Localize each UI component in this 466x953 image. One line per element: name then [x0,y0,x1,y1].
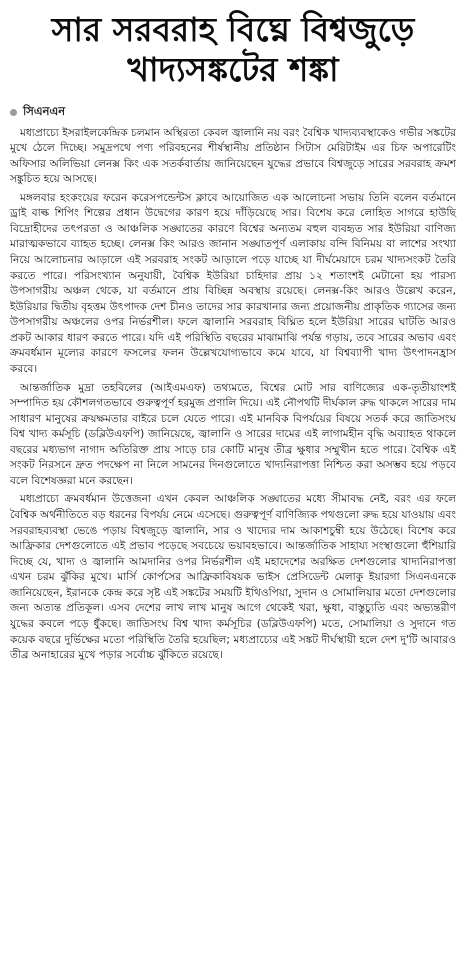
headline-line-2: খাদ্যসঙ্কটের শঙ্কা [127,50,339,90]
article-body [10,126,456,664]
paragraph-3: আন্তর্জাতিক মুদ্রা তহবিলের (আইএমএফ) তথ্যমতে, বিশ্বের মোট সার বাণিজ্যের এক-তৃতীয়াংশই সম্পাদিত হয় কৌশলগতভাবে গুরুত্বপূর্ণ হরমুজ প্রণালি দিয়ে। এই নৌপথটি দীর্ঘকাল রুদ্ধ থাকলে সারের দাম সাধারণ মানুষের ক্রয়ক্ষমতার বাইরে চলে যেতে পারে। এই মানবিক বিপর্যয়ের বিষয়ে সতর্ক করে জাতিসংঘ বিশ্ব খাদ্য কর্মসূচি (ডব্লিউএফপি) জানিয়েছে, জ্বালানি ও সারের দামের এই লাগামহীন বৃদ্ধি অব্যাহত থাকলে বছরের মধ্যভাগ নাগাদ অতিরিক্ত প্রায় সাড়ে চার কোটি মানুষ তীব্র ক্ষুধার সম্মুখীন হতে পারে। বৈশ্বিক এই সংকট নিরসনে দ্রুত পদক্ষেপ না নিলে সামনের দিনগুলোতে খাদ্যনিরাপত্তা নিশ্চিত করা অসম্ভব হয়ে পড়বে বলে বিশেষজ্ঞরা মনে করছেন। [10,381,456,487]
headline-line-1: সার সরবরাহ বিঘ্নে বিশ্বজুড়ে [51,10,415,49]
byline-source: সিএনএন [23,103,66,118]
byline [10,103,456,122]
paragraph-1: মধ্যপ্রাচ্যে ইসরাইলকেন্দ্রিক চলমান অস্থিরতা কেবল জ্বালানি নয় বরং বৈশ্বিক খাদ্যব্যবস্থাকেও গভীর সঙ্কটের মুখে ঠেলে দিচ্ছে। সমুদ্রপথে পণ্য পরিবহনের শীর্ষস্থানীয় প্রতিষ্ঠান সিটাস মেরিটাইম এর চিফ অপারেটিং অফিসার অলিভিয়া লেনক্স কিং এক সতর্কবার্তায় জানিয়েছেন যুদ্ধের প্রভাবে বিশ্বজুড়ে সারের সরবরাহ ক্রমশ সঙ্কুচিত হয়ে আসছে। [10,126,456,186]
headline [10,10,456,91]
bullet-dot-icon [10,109,17,116]
paragraph-4: মধ্যপ্রাচ্যে ক্রমবর্ধমান উত্তেজনা এখন কেবল আঞ্চলিক সঙ্ঘাতের মধ্যে সীমাবদ্ধ নেই, বরং এর ফলে বৈশ্বিক অর্থনীতিতে বড় ধরনের বিপর্যয় নেমে এসেছে। গুরুত্বপূর্ণ বাণিজ্যিক পথগুলো রুদ্ধ হয়ে যাওয়ায় এবং সরবরাহব্যবস্থা ভেঙে পড়ায় বিশ্বজুড়ে জ্বালানি, সার ও খাদ্যের দাম আকাশচুম্বী হয়ে উঠেছে। বিশেষ করে আফ্রিকার দেশগুলোতে এই প্রভাব পড়েছে সবচেয়ে ভয়াবহভাবে। আন্তর্জাতিক সাহায্য সংস্থাগুলো হুঁশিয়ারি দিচ্ছে যে, খাদ্য ও জ্বালানি আমদানির ওপর নির্ভরশীল এই মহাদেশের অরক্ষিত দেশগুলোর খাদ্যনিরাপত্তা এখন চরম ঝুঁকির মুখে। মার্সি কোর্পসের আফ্রিকাবিষয়ক ভাইস প্রেসিডেন্ট মেলাকু ইয়ারগা সিএনএনকে জানিয়েছেন, ইরানকে কেন্দ্র করে সৃষ্ট এই সঙ্কটের সময়টি ইথিওপিয়া, সুদান ও সোমালিয়ার মতো দেশগুলোর জন্য অত্যন্ত প্রতিকূল। এসব দেশের লাখ লাখ মানুষ আগে থেকেই খরা, ক্ষুধা, বাস্তুচ্যুতি এবং অভ্যন্তরীণ যুদ্ধের কবলে পড়ে ধুঁকছে। জাতিসংঘ বিশ্ব খাদ্য কর্মসূচির (ডব্লিউএফপি) মতে, সোমালিয়া ও সুদানে গত কয়েক বছরে দুর্ভিক্ষের মতো পরিস্থিতি তৈরি হয়েছিল; মধ্যপ্রাচ্যের এই সঙ্কট দীর্ঘস্থায়ী হলে দেশ দু'টি আবারও তীব্র অনাহারের মুখে পড়ার সর্বোচ্চ ঝুঁকিতে রয়েছে। [10,493,456,662]
paragraph-2: মঙ্গলবার হংকংয়ের ফরেন করেসপন্ডেন্টস ক্লাবে আয়োজিত এক আলোচনা সভায় তিনি বলেন বর্তমানে ড্রাই বাল্ক শিপিং শিল্পের প্রধান উদ্বেগের কারণ হয়ে দাঁড়িয়েছে সার। বিশেষ করে লোহিত সাগরে হাউছি বিদ্রোহীদের তৎপরতা ও আঞ্চলিক সঙ্ঘাতের কারণে বিশ্বের অন্যতম বহুল ব্যবহৃত সার ইউরিয়া বাণিজ্য মারাত্মকভাবে ব্যাহত হচ্ছে। লেনক্স কিং আরও জানান সঙ্ঘাতপূর্ণ এলাকায় বন্দি বিনিময় বা লাশের সংখ্যা নিয়ে আলোচনার আড়ালে এই সরবরাহ সংকট আড়ালে পড়ে যাচ্ছে যা দীর্ঘমেয়াদে চরম খাদ্যসংকট তৈরি করতে পারে। পরিসংখ্যান অনুযায়ী, বৈশ্বিক ইউরিয়া চাহিদার প্রায় ১২ শতাংশই মেটানো হয় পারস্য উপসাগরীয় অঞ্চল থেকে, যা বর্তমানে প্রায় বিচ্ছিন্ন অবস্থায় রয়েছে। লেনক্স-কিং আরও উল্লেখ করেন, ইউরিয়ার দ্বিতীয় বৃহত্তম উৎপাদক দেশ চীনও তাদের সার কারখানার জন্য প্রয়োজনীয় প্রাকৃতিক গ্যাসের জন্য উপসাগরীয় অঞ্চলের ওপর নির্ভরশীল। ফলে জ্বালানি সরবরাহ বিঘ্নিত হলে ইউরিয়া সারের ঘাটতি আরও প্রকট আকার ধারণ করতে পারে। যদি এই পরিস্থিতি বছরের মাঝামাঝি পর্যন্ত গড়ায়, তবে সারের অভাব এবং ক্রমবর্ধমান মূল্যের কারণে ফসলের ফলন উল্লেখযোগ্যভাবে কমে যাবে, যা বিশ্বব্যাপী খাদ্য উৎপাদনহ্রাস করবে। [10,191,456,375]
